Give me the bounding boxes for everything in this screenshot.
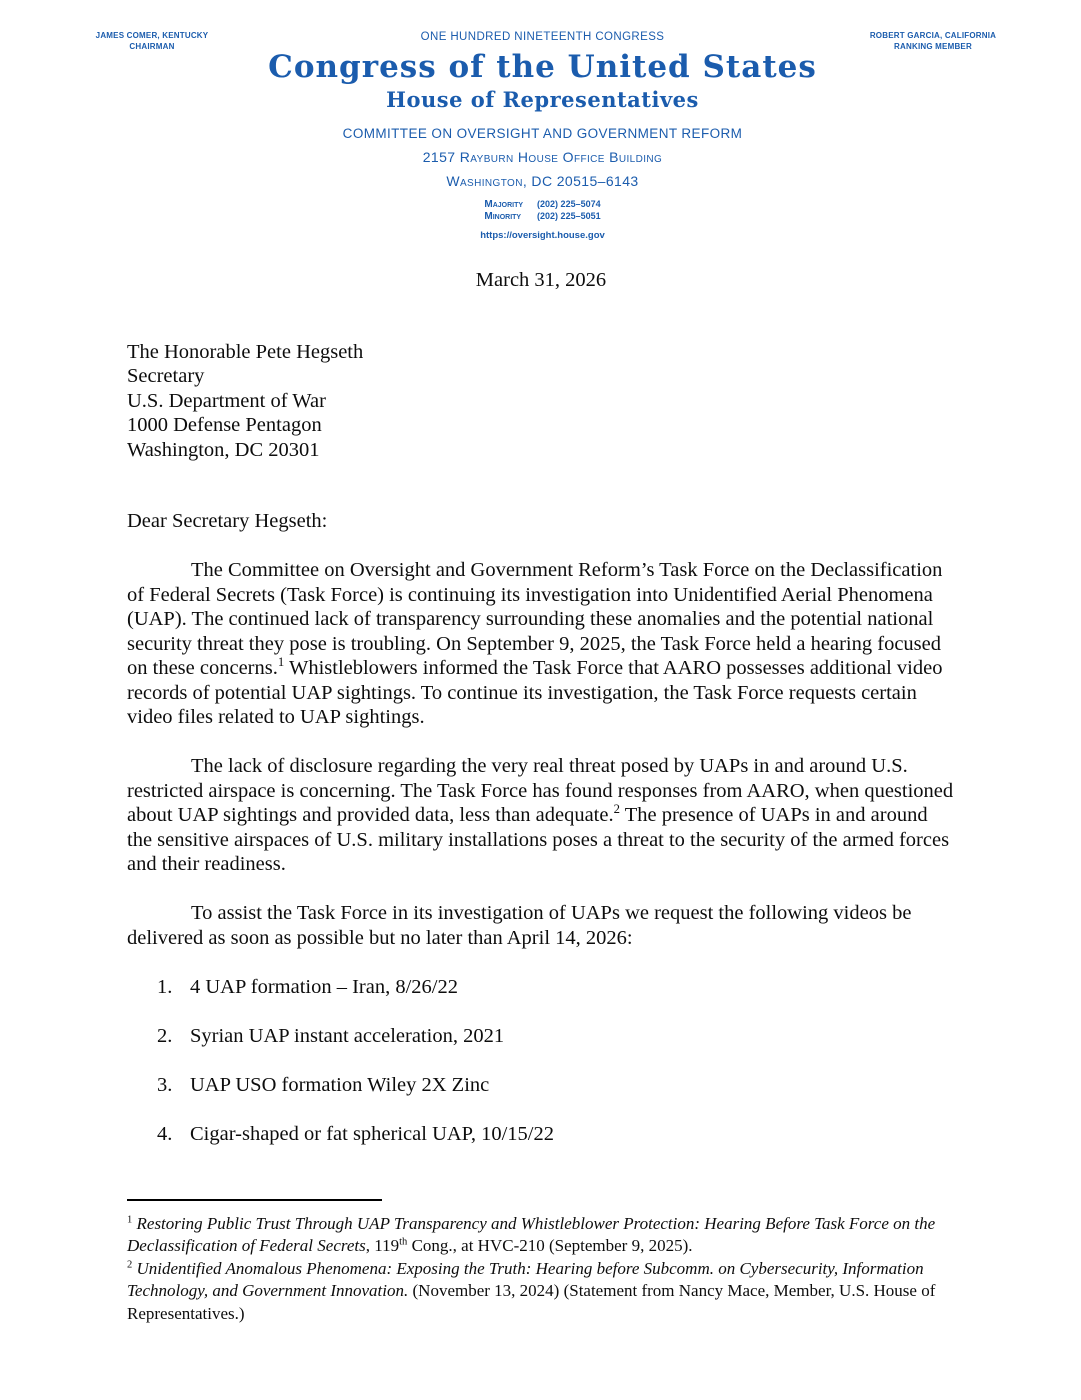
paragraph-3: To assist the Task Force in its investigation of UAPs we request the following videos be delivered as soon as possible but no later than April 14, 2026: <box>127 902 912 949</box>
list-item-text: Syrian UAP instant acceleration, 2021 <box>190 1025 505 1047</box>
recipient-title: Secretary <box>127 365 205 387</box>
recipient-city: Washington, DC 20301 <box>127 438 320 461</box>
minority-phone-label: Minority <box>484 211 522 222</box>
footnote-separator <box>127 1199 382 1201</box>
congress-session: ONE HUNDRED NINETEENTH CONGRESS <box>420 31 665 43</box>
committee-website-url: https://oversight.house.gov <box>480 230 605 241</box>
footnote-2-number: 2 <box>127 1258 133 1270</box>
paragraph-1-text-b: Whistleblowers informed the Task Force that AARO possesses additional video records of potential UAP sightings. To continue its investigation, the Task Force requests certain video files related to UAP sightings. <box>127 657 943 728</box>
footnote-2-title: Unidentified Anomalous Phenomena: Exposing the Truth: Hearing before Subcomm. on Cybersecurity, Information Technology, and Government Innovation. <box>127 1258 924 1300</box>
footnotes-section <box>127 1199 955 1326</box>
footnote-1-title: Restoring Public Trust Through UAP Transparency and Whistleblower Protection: Hearing Before Task Force on the Declassification of Federal Secrets <box>127 1213 936 1255</box>
ranking-member-name: ROBERT GARCIA, CALIFORNIA <box>869 31 997 40</box>
list-item <box>127 975 955 1000</box>
recipient-name: The Honorable Pete Hegseth <box>127 340 364 363</box>
majority-phone-label: Majority <box>484 199 524 210</box>
paragraph-2-text-b: The presence of UAPs in and around the sensitive airspaces of U.S. military installations poses a threat to the security of the armed forces and their readiness. <box>127 804 950 875</box>
letterhead-center <box>242 26 843 241</box>
footnote-1-tail: Cong., at HVC-210 (September 9, 2025). <box>407 1236 693 1255</box>
list-item-text: Cigar-shaped or fat spherical UAP, 10/15/22 <box>190 1123 554 1145</box>
committee-address-city: Washington, DC 20515–6143 <box>446 173 639 189</box>
recipient-address-block <box>127 340 955 463</box>
chairman-block <box>62 26 242 52</box>
list-item <box>127 1073 955 1098</box>
recipient-street: 1000 Defense Pentagon <box>127 414 322 436</box>
list-item <box>127 1122 955 1147</box>
list-item-number: 3. <box>157 1074 173 1096</box>
list-item-number: 1. <box>157 976 173 998</box>
list-item-number: 4. <box>157 1123 173 1145</box>
chairman-name: JAMES COMER, KENTUCKY <box>95 31 209 40</box>
requested-videos-list <box>127 975 955 1147</box>
committee-address-building: 2157 Rayburn House Office Building <box>422 149 663 165</box>
footnote-ref-2: 2 <box>613 802 620 817</box>
minority-phone-number: (202) 225–5051 <box>537 211 601 221</box>
list-item-text: UAP USO formation Wiley 2X Zinc <box>190 1074 490 1096</box>
footnote-2-tail: (November 13, 2024) (Statement from Nancy Mace, Member, U.S. House of Representatives.) <box>127 1281 936 1323</box>
footnote-1-mid: , 119 <box>365 1236 400 1255</box>
letter-date: March 31, 2026 <box>475 269 607 291</box>
footnote-1 <box>127 1213 955 1258</box>
paragraph-2 <box>127 754 955 877</box>
majority-phone-number: (202) 225–5074 <box>537 199 601 209</box>
paragraph-2-text-a: The lack of disclosure regarding the very real threat posed by UAPs in and around U.S. restricted airspace is concerning. The Task Force has found responses from AARO, when questioned about UAP sightings and provided data, less than adequate. <box>127 755 954 826</box>
chairman-title: CHAIRMAN <box>129 42 175 51</box>
list-item-text: 4 UAP formation – Iran, 8/26/22 <box>190 976 458 998</box>
ranking-member-block <box>843 26 1023 52</box>
list-item <box>127 1024 955 1049</box>
paragraph-1 <box>127 558 955 730</box>
footnote-ref-1: 1 <box>277 655 285 670</box>
list-item-number: 2. <box>157 1025 173 1047</box>
paragraph-1-text-a: The Committee on Oversight and Government Reform’s Task Force on the Declassification of Federal Secrets (Task Force) is continuing its investigation into Unidentified Aerial Phenomena (UAP). The continued lack of transparency surrounding these anomalies and the potential national security threat they pose is troubling. On September 9, 2025, the Task Force held a hearing focused on these concerns. <box>127 559 943 679</box>
recipient-org: U.S. Department of War <box>127 389 326 412</box>
footnote-1-number: 1 <box>127 1213 133 1225</box>
salutation: Dear Secretary Hegseth: <box>127 510 328 532</box>
phone-block <box>484 199 600 222</box>
house-title: House of Representatives <box>386 87 699 112</box>
committee-name: COMMITTEE ON OVERSIGHT AND GOVERNMENT REFORM <box>342 126 743 141</box>
footnote-1-ordinal: th <box>399 1236 408 1248</box>
letter-content <box>127 268 955 1325</box>
ranking-member-title: RANKING MEMBER <box>894 42 972 51</box>
congress-title: Congress of the United States <box>268 49 817 85</box>
footnote-2 <box>127 1258 955 1326</box>
letterhead <box>0 0 1081 241</box>
